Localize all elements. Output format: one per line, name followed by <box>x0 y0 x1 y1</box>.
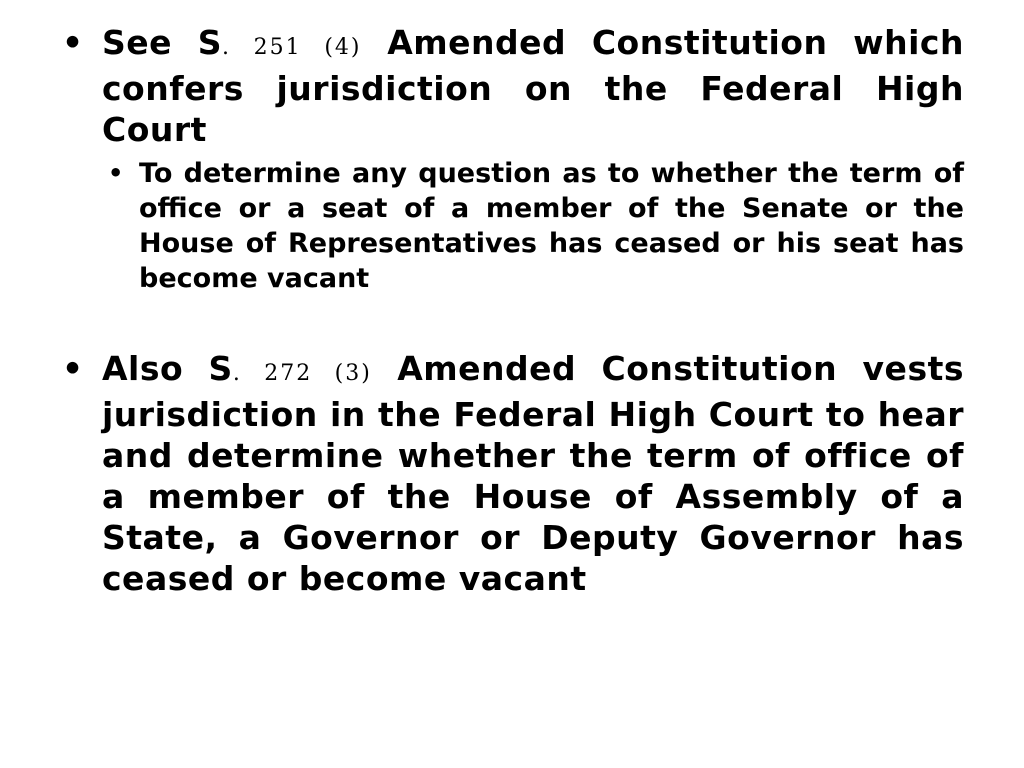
sub-bullet-text: To determine any question as to whether the term of office or a seat of a member of the Senate or the House of Representatives has ceased or his seat has become vacant <box>139 158 964 294</box>
bullet-item-section-251 <box>62 22 964 150</box>
bullet-text: Amended Constitution which confers jurisdiction on the Federal High Court <box>102 23 964 149</box>
bullet-text: Amended Constitution vests jurisdiction in the Federal High Court to hear and determine whether the term of office of a member of the House of Assembly of a State, a Governor or Deputy Governor has ceased or become vacant <box>102 349 964 598</box>
bullet-lead: See S <box>102 23 222 62</box>
bullet-item-section-272 <box>62 348 964 599</box>
bullet-icon: • <box>62 23 84 62</box>
slide-content <box>62 22 964 599</box>
sub-bullet-icon: • <box>108 159 124 187</box>
section-reference: . 272 (3) <box>232 361 372 386</box>
section-reference: . 251 (4) <box>221 35 362 60</box>
bullet-lead: Also S <box>102 349 233 388</box>
bullet-icon: • <box>62 349 84 388</box>
sub-bullet-item-term-of-office <box>108 156 964 296</box>
